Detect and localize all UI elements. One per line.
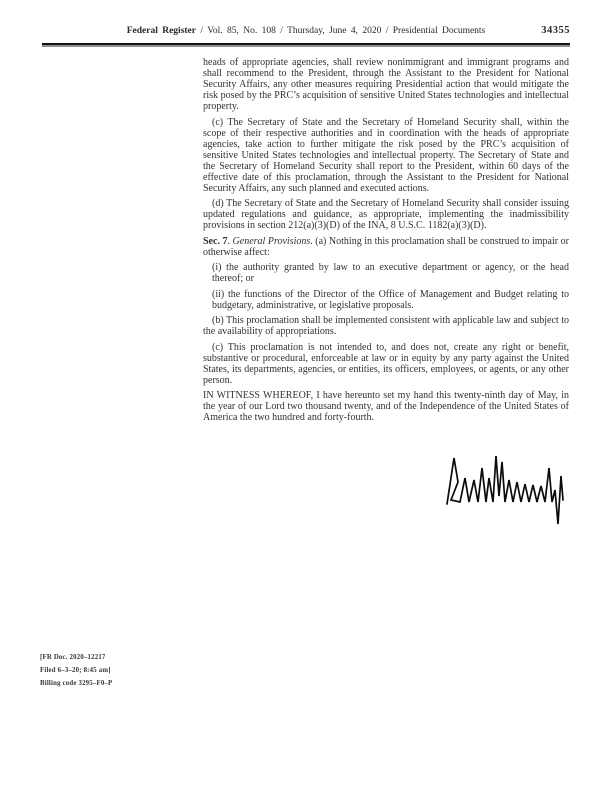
filing-footer — [40, 651, 112, 691]
sec7-rest: . (a) Nothing in this proclamation shall be construed to impair or otherwise affect: — [203, 235, 569, 258]
paragraph-c2: (c) This proclamation is not intended to, and does not, create any right or benefit, substantive or procedural, enforceable at law or in equity by any party against the United States, its departments, agencies, or entities, its officers, employees, or agents, or any other person. — [203, 341, 569, 386]
paragraph-witness: IN WITNESS WHEREOF, I have hereunto set my hand this twenty-ninth day of May, in the year of our Lord two thousand twenty, and of the Independence of the United States of America the two hundred and forty-fourth. — [203, 390, 569, 423]
volume-issue-date: / Vol. 85, No. 108 / Thursday, June 4, 2020 / Presidential Documents — [196, 26, 486, 36]
filed-date-time: Filed 6–3–20; 8:45 am] — [40, 667, 111, 675]
paragraph-b: (b) This proclamation shall be implemented consistent with applicable law and subject to the availability of appropriations. — [203, 315, 569, 337]
billing-code: Billing code 3295–F0–P — [40, 680, 113, 688]
paragraph-continuation: heads of appropriate agencies, shall review nonimmigrant and immigrant programs and shall recommend to the President, through the Assistant to the President for National Security Affairs, any other measures requiring Presidential action that would mitigate the risk posed by the PRC’s acquisition of sensitive United States technologies and intellectual property. — [203, 57, 569, 112]
paragraph-c1: (c) The Secretary of State and the Secretary of Homeland Security shall, within the scope of their respective authorities and in coordination with the heads of appropriate agencies, take action to further mitigate the risk posed by the PRC’s acquisition of sensitive United States technologies and intellectual property. The Secretary of State and the Secretary of Homeland Security shall report to the President, within 60 days of the effective date of this proclamation, through the Assistant to the President for National Security Affairs, any such planned and executed actions. — [203, 116, 569, 194]
page-number: 34355 — [541, 25, 570, 36]
sec7-label: Sec. 7 — [203, 235, 228, 247]
fr-doc-number: [FR Doc. 2020–12217 — [40, 654, 106, 661]
publication-title: Federal Register — [126, 26, 196, 36]
running-head — [42, 26, 570, 39]
paragraph-sec7 — [203, 236, 569, 258]
paragraph-i: (i) the authority granted by law to an executive department or agency, or the head thereof; or — [212, 262, 569, 284]
header-double-rule — [42, 43, 570, 47]
body-text-column — [203, 57, 569, 428]
presidential-signature — [443, 452, 567, 532]
sec7-title: General Provisions — [232, 235, 311, 247]
paragraph-d: (d) The Secretary of State and the Secretary of Homeland Security shall consider issuing updated regulations and guidance, as appropriate, implementing the inadmissibility provisions in section 212(a)(3)(D) of the INA, 8 U.S.C. 1182(a)(3)(D). — [203, 198, 569, 231]
paragraph-ii: (ii) the functions of the Director of the Office of Management and Budget relating to budgetary, administrative, or legislative proposals. — [212, 288, 569, 311]
sec7-sep: . — [227, 235, 233, 247]
